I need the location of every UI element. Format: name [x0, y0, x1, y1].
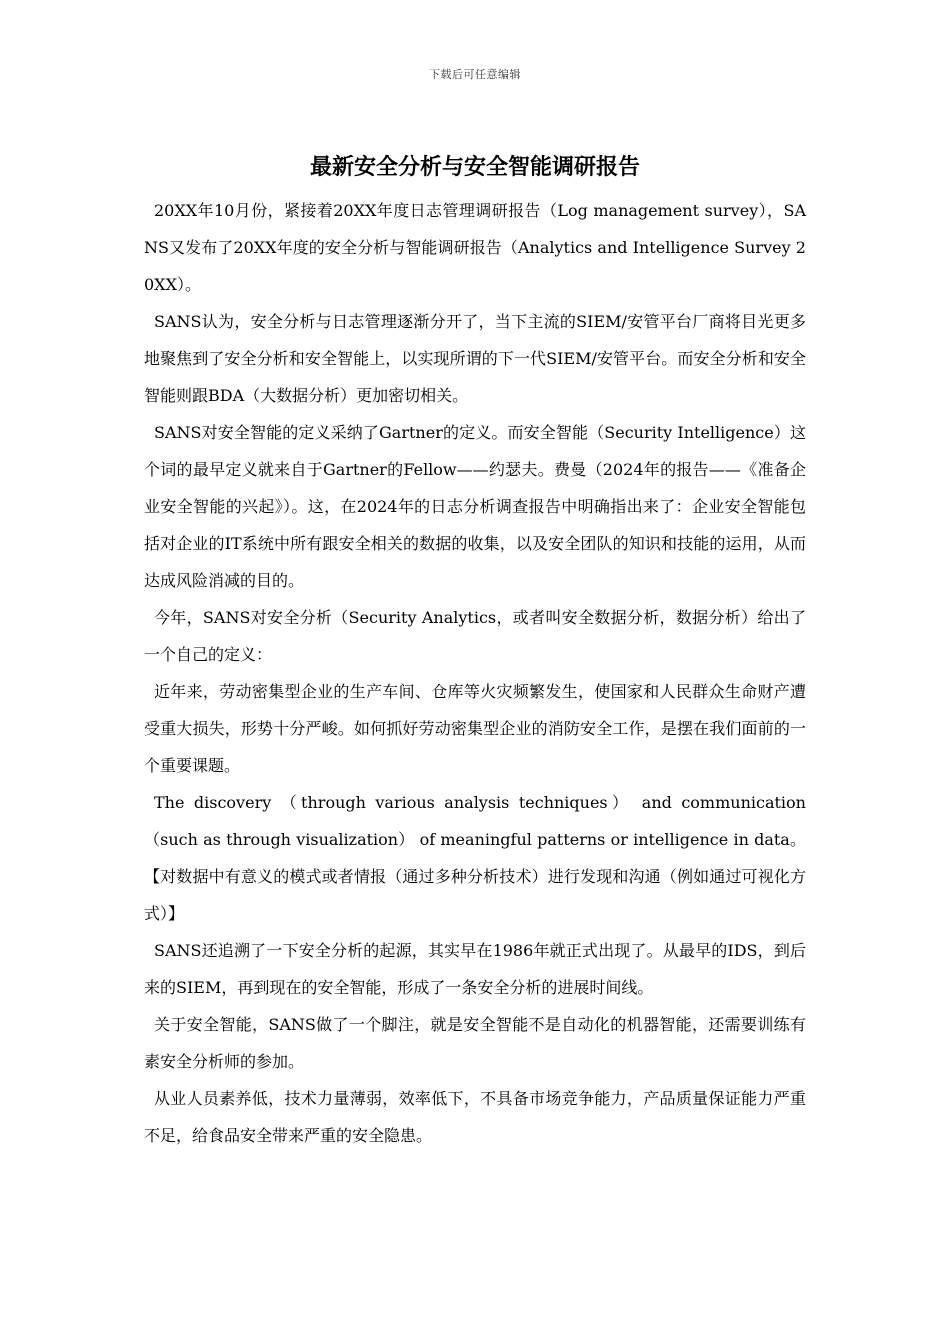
paragraph-security-intelligence-definition: SANS对安全智能的定义采纳了Gartner的定义。而安全智能（Security Intelligence）这个词的最早定义就来自于Gartner的Fellow——约瑟夫。费曼（2024年的报告——《准备企业安全智能的兴起》）。这，在2024年的日志分析调查报告中明确指出来了：企业安全智能包括对企业的IT系统中所有跟安全相关的数据的收集，以及安全团队的知识和技能的运用，从而达成风险消减的目的。	[144, 423, 806, 590]
paragraph-english-definition: The discovery （through various analysis techniques） and communication （such as through visualization） of meaningful patterns or intelligence in data。【对数据中有意义的模式或者情报（通过多种分析技术）进行发现和沟通（例如通过可视化方式）】	[144, 793, 806, 923]
document-title: 最新安全分析与安全智能调研报告	[309, 155, 640, 180]
document-body	[144, 192, 806, 1154]
paragraph-origin-timeline: SANS还追溯了一下安全分析的起源，其实早在1986年就正式出现了。从最早的IDS，到后来的SIEM，再到现在的安全智能，形成了一条安全分析的进展时间线。	[144, 941, 806, 997]
paragraph-footnote: 关于安全智能，SANS做了一个脚注，就是安全智能不是自动化的机器智能，还需要训练有素安全分析师的参加。	[144, 1015, 806, 1071]
paragraph-security-analytics-definition: 今年，SANS对安全分析（Security Analytics，或者叫安全数据分析，数据分析）给出了一个自己的定义：	[144, 608, 806, 664]
paragraph-fire-safety: 近年来，劳动密集型企业的生产车间、仓库等火灾频繁发生，使国家和人民群众生命财产遭受重大损失，形势十分严峻。如何抓好劳动密集型企业的消防安全工作，是摆在我们面前的一个重要课题。	[144, 682, 806, 775]
paragraph-intro: 20XX年10月份，紧接着20XX年度日志管理调研报告（Log management survey），SANS又发布了20XX年度的安全分析与智能调研报告（Analytics and Intelligence Survey 20XX）。	[144, 201, 806, 294]
page-header-note: 下载后可任意编辑	[429, 68, 521, 81]
paragraph-sans-view: SANS认为，安全分析与日志管理逐渐分开了，当下主流的SIEM/安管平台厂商将目光更多地聚焦到了安全分析和安全智能上，以实现所谓的下一代SIEM/安管平台。而安全分析和安全智能则跟BDA（大数据分析）更加密切相关。	[144, 312, 806, 405]
paragraph-food-safety: 从业人员素养低，技术力量薄弱，效率低下，不具备市场竞争能力，产品质量保证能力严重不足，给食品安全带来严重的安全隐患。	[144, 1089, 806, 1145]
